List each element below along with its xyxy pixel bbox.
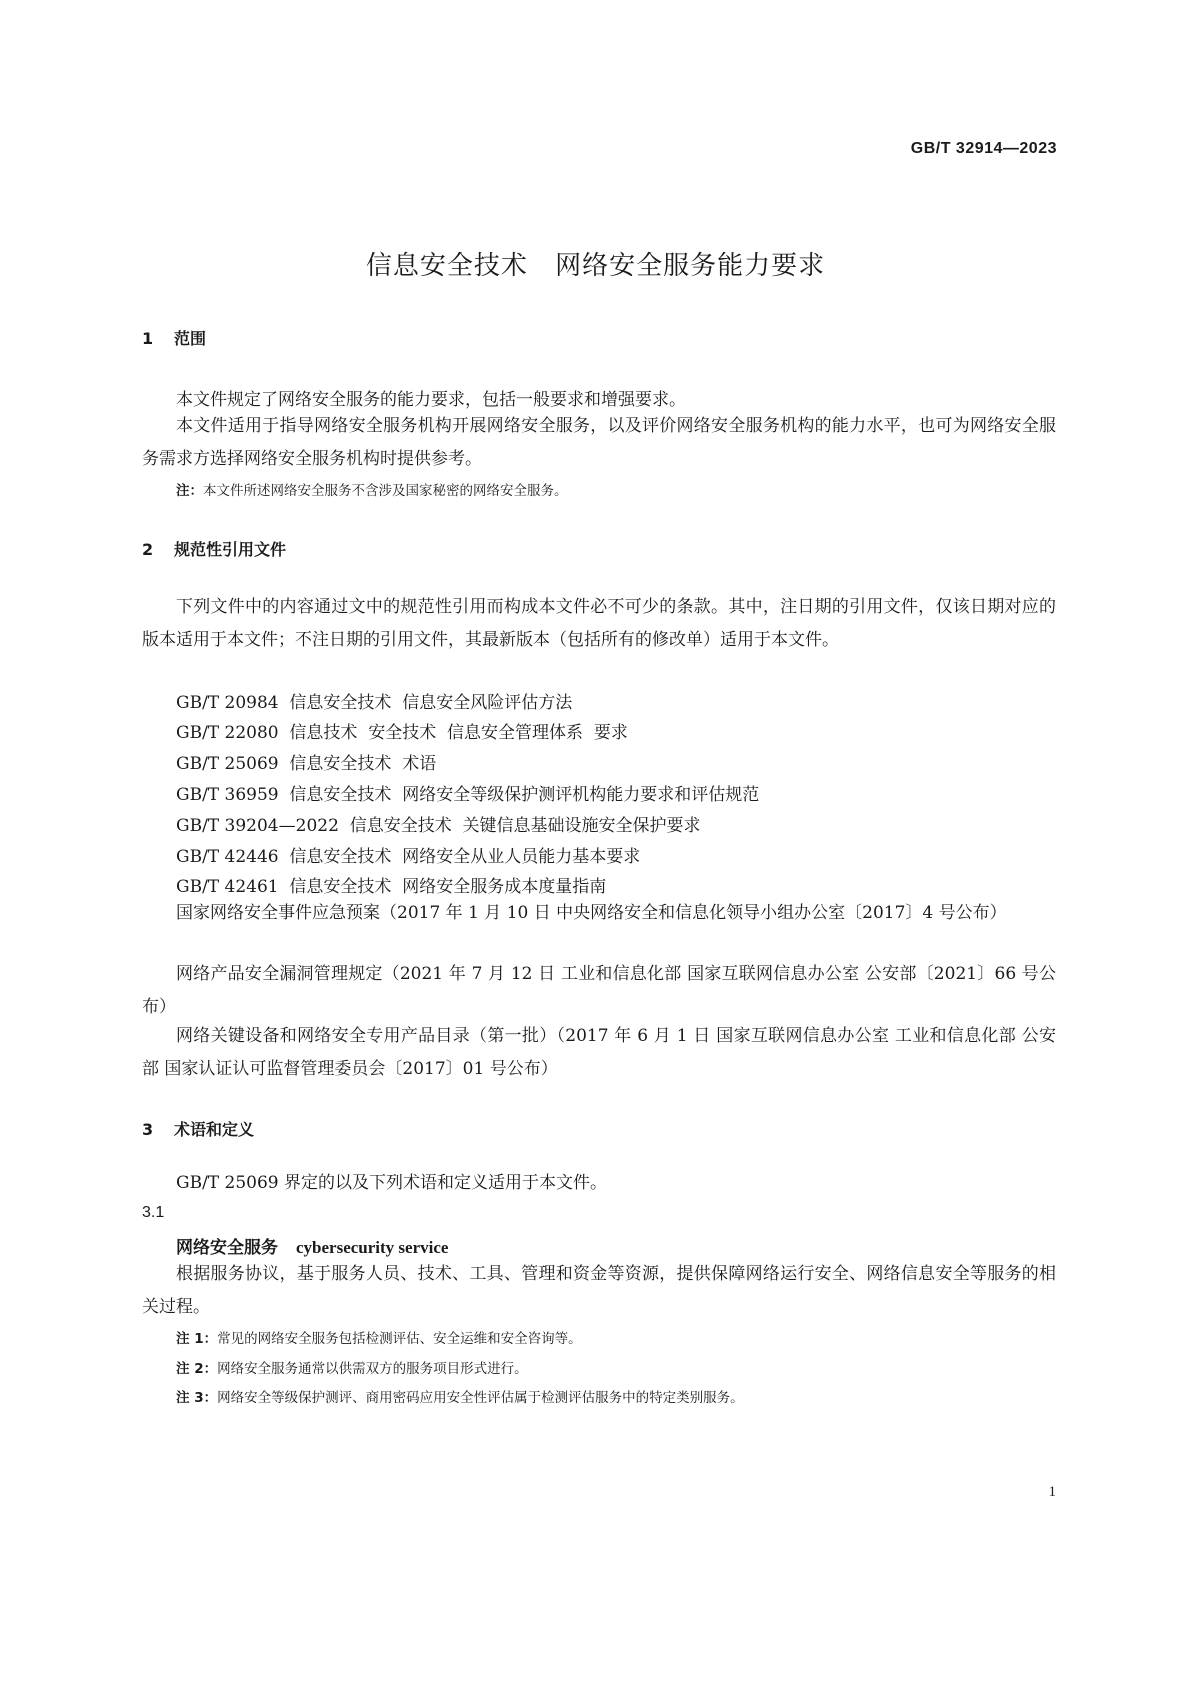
reference-item: GB/T 22080 信息技术 安全技术 信息安全管理体系 要求 bbox=[176, 723, 628, 743]
section-title: 范围 bbox=[174, 329, 207, 348]
document-title: 信息安全技术 网络安全服务能力要求 bbox=[365, 251, 826, 281]
reference-item: GB/T 20984 信息安全技术 信息安全风险评估方法 bbox=[176, 693, 573, 713]
note-text: 本文件所述网络安全服务不含涉及国家秘密的网络安全服务。 bbox=[203, 483, 568, 499]
reference-item: GB/T 36959 信息安全技术 网络安全等级保护测评机构能力要求和评估规范 bbox=[176, 785, 760, 805]
term-chinese: 网络安全服务 bbox=[176, 1238, 278, 1258]
reference-item: GB/T 42446 信息安全技术 网络安全从业人员能力基本要求 bbox=[176, 847, 641, 867]
term-number: 3.1 bbox=[142, 1204, 165, 1221]
section-3-heading bbox=[142, 1117, 254, 1140]
term-definition: 根据服务协议，基于服务人员、技术、工具、管理和资金等资源，提供保障网络运行安全、网络信息安全等服务的相关过程。 bbox=[142, 1264, 1056, 1317]
section-title: 规范性引用文件 bbox=[174, 540, 287, 559]
section-number: 2 bbox=[142, 540, 154, 559]
note-text: 网络安全服务通常以供需双方的服务项目形式进行。 bbox=[217, 1361, 528, 1377]
reference-item: GB/T 25069 信息安全技术 术语 bbox=[176, 754, 437, 774]
note-text: 常见的网络安全服务包括检测评估、安全运维和安全咨询等。 bbox=[217, 1331, 582, 1347]
scope-paragraph-2: 本文件适用于指导网络安全服务机构开展网络安全服务，以及评价网络安全服务机构的能力水平，也可为网络安全服务需求方选择网络安全服务机构时提供参考。 bbox=[142, 416, 1056, 469]
normative-references-intro: 下列文件中的内容通过文中的规范性引用而构成本文件必不可少的条款。其中，注日期的引用文件，仅该日期对应的版本适用于本文件；不注日期的引用文件，其最新版本（包括所有的修改单）适用于本文件。 bbox=[142, 597, 1056, 650]
reference-item: GB/T 42461 信息安全技术 网络安全服务成本度量指南 bbox=[176, 877, 607, 897]
regulation-reference-2: 网络产品安全漏洞管理规定（2021 年 7 月 12 日 工业和信息化部 国家互联网信息办公室 公安部〔2021〕66 号公布） bbox=[142, 964, 1056, 1017]
term-note bbox=[176, 1327, 582, 1347]
note-label: 注： bbox=[176, 483, 203, 499]
scope-paragraph-1: 本文件规定了网络安全服务的能力要求，包括一般要求和增强要求。 bbox=[176, 390, 686, 410]
reference-item: GB/T 39204—2022 信息安全技术 关键信息基础设施安全保护要求 bbox=[176, 816, 701, 836]
term-note bbox=[176, 1386, 744, 1406]
section-1-heading bbox=[142, 326, 206, 349]
regulation-reference-3: 网络关键设备和网络安全专用产品目录（第一批）（2017 年 6 月 1 日 国家互联网信息办公室 工业和信息化部 公安部 国家认证认可监督管理委员会〔2017〕01 号公布） bbox=[142, 1026, 1056, 1079]
term-note bbox=[176, 1357, 528, 1377]
note-text: 网络安全等级保护测评、商用密码应用安全性评估属于检测评估服务中的特定类别服务。 bbox=[217, 1390, 744, 1406]
note-label: 注 2： bbox=[176, 1361, 218, 1377]
regulation-reference-1: 国家网络安全事件应急预案（2017 年 1 月 10 日 中央网络安全和信息化领导小组办公室〔2017〕4 号公布） bbox=[176, 903, 1007, 923]
note-label: 注 3： bbox=[176, 1390, 218, 1406]
section-2-heading bbox=[142, 537, 286, 560]
term-english: cybersecurity service bbox=[296, 1238, 449, 1257]
term-entry bbox=[176, 1233, 448, 1258]
section-number: 3 bbox=[142, 1120, 154, 1139]
terms-intro: GB/T 25069 界定的以及下列术语和定义适用于本文件。 bbox=[176, 1173, 608, 1193]
section-title: 术语和定义 bbox=[174, 1120, 255, 1139]
note-label: 注 1： bbox=[176, 1331, 218, 1347]
section-number: 1 bbox=[142, 329, 154, 348]
scope-note bbox=[176, 479, 568, 499]
standard-code: GB/T 32914—2023 bbox=[910, 140, 1057, 157]
page-number: 1 bbox=[1048, 1484, 1056, 1500]
